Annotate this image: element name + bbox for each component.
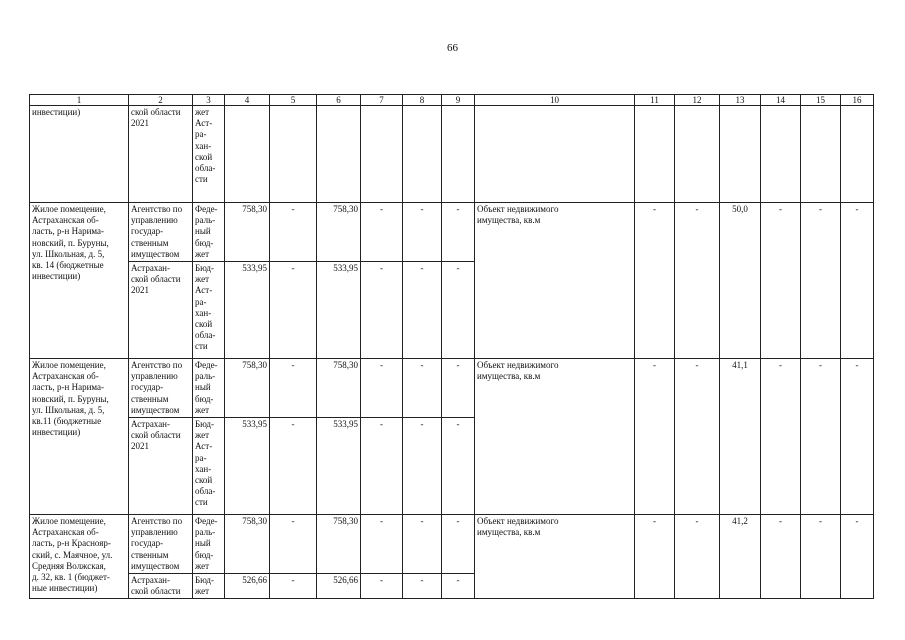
cell xyxy=(635,106,675,203)
agency: ской области 2021 xyxy=(129,106,193,203)
cell: - xyxy=(761,515,801,599)
cell: - xyxy=(361,574,403,599)
cell: - xyxy=(403,359,442,418)
cell xyxy=(841,106,874,203)
cell xyxy=(442,106,475,203)
funding-source: жет Аст- ра- хан- ской обла- сти xyxy=(193,106,225,203)
cell: - xyxy=(801,203,841,359)
table-row xyxy=(30,203,874,262)
cell xyxy=(270,106,317,203)
col-header: 2 xyxy=(129,95,193,106)
cell: - xyxy=(403,515,442,574)
cell xyxy=(225,106,270,203)
cell xyxy=(317,106,361,203)
funding-source: Феде- раль- ный бюд- жет xyxy=(193,515,225,574)
cell xyxy=(720,106,761,203)
cell: - xyxy=(361,359,403,418)
cell xyxy=(361,106,403,203)
object-type: Объект недвижимого имущества, кв.м xyxy=(475,515,635,599)
cell: - xyxy=(361,203,403,262)
col-header: 9 xyxy=(442,95,475,106)
cell: - xyxy=(270,262,317,359)
agency: Астрахан- ской области 2021 xyxy=(129,418,193,515)
cell: 533,95 xyxy=(225,418,270,515)
col-header: 10 xyxy=(475,95,635,106)
cell: 533,95 xyxy=(225,262,270,359)
agency: Агентство по управлению государ- ственным имуществом xyxy=(129,515,193,574)
cell: - xyxy=(675,359,720,515)
cell xyxy=(761,106,801,203)
cell: - xyxy=(403,203,442,262)
cell: - xyxy=(442,359,475,418)
cell: - xyxy=(403,574,442,599)
cell: - xyxy=(403,262,442,359)
cell: - xyxy=(442,262,475,359)
funding-source: Бюд- жет Аст- ра- хан- ской обла- сти xyxy=(193,418,225,515)
area-value: 41,2 xyxy=(720,515,761,599)
col-header: 16 xyxy=(841,95,874,106)
cell: - xyxy=(270,359,317,418)
cell: - xyxy=(270,515,317,574)
col-header: 11 xyxy=(635,95,675,106)
cell: - xyxy=(675,203,720,359)
area-value: 41,1 xyxy=(720,359,761,515)
col-header: 6 xyxy=(317,95,361,106)
object-name: инвестиции) xyxy=(30,106,129,203)
cell: 758,30 xyxy=(225,359,270,418)
cell: 758,30 xyxy=(317,359,361,418)
cell: - xyxy=(635,359,675,515)
cell: 758,30 xyxy=(317,515,361,574)
cell: 758,30 xyxy=(225,515,270,574)
cell: - xyxy=(442,515,475,574)
cell: - xyxy=(761,359,801,515)
table-row xyxy=(30,515,874,574)
funding-source: Феде- раль- ный бюд- жет xyxy=(193,203,225,262)
cell xyxy=(801,106,841,203)
cell: - xyxy=(635,203,675,359)
column-number-header xyxy=(30,95,874,106)
cell: - xyxy=(361,262,403,359)
cell: 758,30 xyxy=(225,203,270,262)
agency: Астрахан- ской области 2021 xyxy=(129,262,193,359)
cell: 758,30 xyxy=(317,203,361,262)
col-header: 5 xyxy=(270,95,317,106)
table-row xyxy=(30,106,874,203)
col-header: 12 xyxy=(675,95,720,106)
agency: Агентство по управлению государ- ственным имуществом xyxy=(129,203,193,262)
funding-source: Бюд- жет Аст- ра- хан- ской обла- сти xyxy=(193,262,225,359)
cell: - xyxy=(361,515,403,574)
object-name: Жилое помещение, Астраханская об- ласть, р-н Нарима- новский, п. Буруны, ул. Школьная, д. 5, кв. 14 (бюджетные инвестиции) xyxy=(30,203,129,359)
table-row xyxy=(30,359,874,418)
agency: Агентство по управлению государ- ственным имуществом xyxy=(129,359,193,418)
col-header: 7 xyxy=(361,95,403,106)
cell: 533,95 xyxy=(317,262,361,359)
cell: - xyxy=(841,515,874,599)
object-type: Объект недвижимого имущества, кв.м xyxy=(475,203,635,359)
funding-source: Феде- раль- ный бюд- жет xyxy=(193,359,225,418)
col-header: 15 xyxy=(801,95,841,106)
page-number: 66 xyxy=(447,42,458,54)
object-type: Объект недвижимого имущества, кв.м xyxy=(475,359,635,515)
cell: - xyxy=(841,203,874,359)
area-value: 50,0 xyxy=(720,203,761,359)
cell: 526,66 xyxy=(317,574,361,599)
funding-source: Бюд- жет xyxy=(193,574,225,599)
cell: - xyxy=(841,359,874,515)
cell xyxy=(675,106,720,203)
cell: - xyxy=(270,574,317,599)
cell: - xyxy=(442,574,475,599)
cell: - xyxy=(442,418,475,515)
cell: - xyxy=(801,359,841,515)
object-name: Жилое помещение, Астраханская об- ласть, р-н Нарима- новский, п. Буруны, ул. Школьная, д. 5, кв.11 (бюджетные инвестиции) xyxy=(30,359,129,515)
budget-table xyxy=(29,94,874,599)
col-header: 1 xyxy=(30,95,129,106)
cell xyxy=(403,106,442,203)
cell: 533,95 xyxy=(317,418,361,515)
cell: 526,66 xyxy=(225,574,270,599)
cell: - xyxy=(675,515,720,599)
col-header: 8 xyxy=(403,95,442,106)
agency: Астрахан- ской области xyxy=(129,574,193,599)
col-header: 14 xyxy=(761,95,801,106)
col-header: 4 xyxy=(225,95,270,106)
object-name: Жилое помещение, Астраханская об- ласть, р-н Краснояр- ский, с. Маячное, ул. Средняя Волжская, д. 32, кв. 1 (бюджет- ные инвестиции) xyxy=(30,515,129,599)
object-type xyxy=(475,106,635,203)
cell: - xyxy=(801,515,841,599)
cell: - xyxy=(270,418,317,515)
cell: - xyxy=(361,418,403,515)
cell: - xyxy=(635,515,675,599)
cell: - xyxy=(442,203,475,262)
col-header: 13 xyxy=(720,95,761,106)
cell: - xyxy=(270,203,317,262)
cell: - xyxy=(403,418,442,515)
col-header: 3 xyxy=(193,95,225,106)
cell: - xyxy=(761,203,801,359)
